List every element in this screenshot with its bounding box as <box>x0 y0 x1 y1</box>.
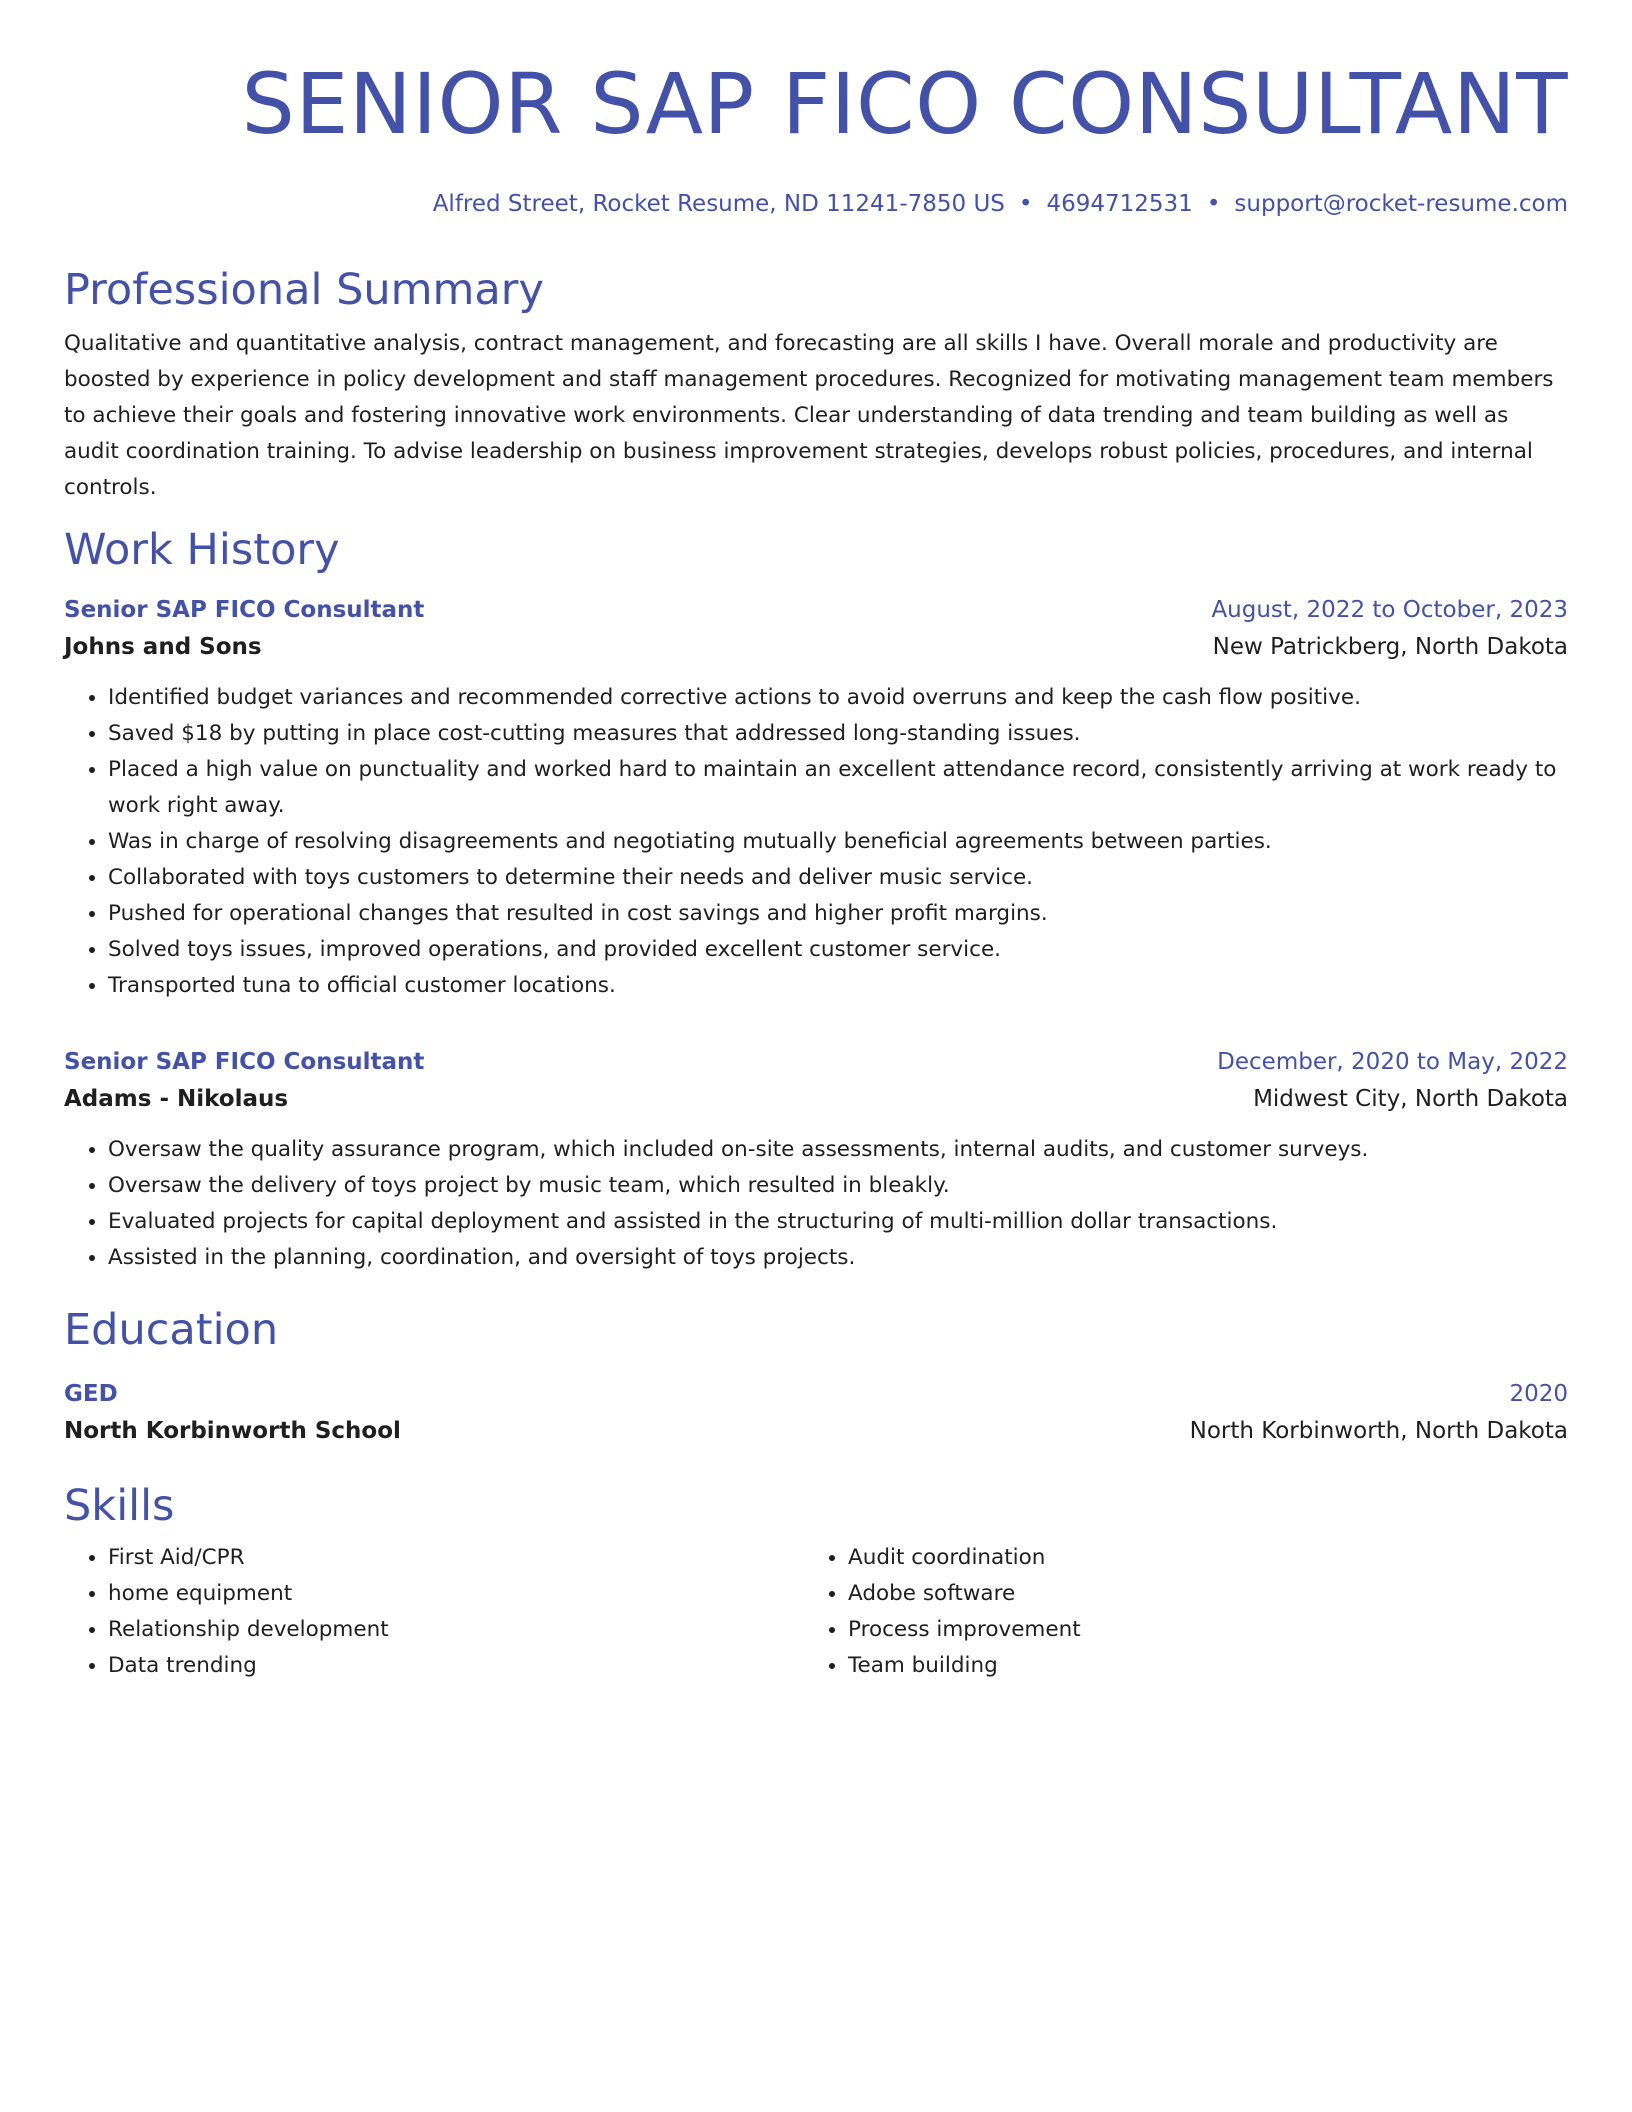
job-title: Senior SAP FICO Consultant <box>64 1049 425 1075</box>
skill-item: • First Aid/CPR <box>108 1540 804 1576</box>
job-company: Johns and Sons <box>64 634 262 660</box>
education-school: North Korbinworth School <box>64 1418 401 1444</box>
job-title-row <box>64 1044 1568 1080</box>
skills-column-left <box>64 1540 804 1684</box>
job-bullet: • Was in charge of resolving disagreements and negotiating mutually beneficial agreements between parties. <box>108 824 1568 860</box>
education-heading: Education <box>64 1305 279 1355</box>
job-bullet: • Placed a high value on punctuality and worked hard to maintain an excellent attendance record, consistently arriving at work ready to work right away. <box>108 752 1568 824</box>
skill-item: • Team building <box>848 1648 1544 1684</box>
job-dates: December, 2020 to May, 2022 <box>1217 1049 1568 1075</box>
job-bullets <box>64 680 1568 1004</box>
summary-heading: Professional Summary <box>64 265 544 315</box>
job-bullet: • Oversaw the quality assurance program, which included on-site assessments, internal audits, and customer surveys. <box>108 1132 1568 1168</box>
job-company: Adams - Nikolaus <box>64 1086 289 1112</box>
summary-text: Qualitative and quantitative analysis, contract management, and forecasting are all skills I have. Overall morale and productivity are boosted by experience in policy development and staff management procedures. Recognized for motivating management team members to achieve their goals and fostering innovative work environments. Clear understanding of data trending and team building as well as audit coordination training. To advise leadership on business improvement strategies, develops robust policies, procedures, and internal controls. <box>64 331 1554 500</box>
job-title: Senior SAP FICO Consultant <box>64 597 425 623</box>
education-year: 2020 <box>1509 1381 1568 1407</box>
job-bullet: • Collaborated with toys customers to determine their needs and deliver music service. <box>108 860 1568 896</box>
skill-item: • Data trending <box>108 1648 804 1684</box>
contact-line <box>64 188 1568 220</box>
job-entry <box>64 1044 1568 1276</box>
job-bullet: • Identified budget variances and recommended corrective actions to avoid overruns and keep the cash flow positive. <box>108 680 1568 716</box>
job-bullet: • Evaluated projects for capital deployment and assisted in the structuring of multi-million dollar transactions. <box>108 1204 1568 1240</box>
contact-address: Alfred Street, Rocket Resume, ND 11241-7850 US <box>432 191 1005 217</box>
skills-column-right <box>804 1540 1544 1684</box>
job-bullet: • Oversaw the delivery of toys project by music team, which resulted in bleakly. <box>108 1168 1568 1204</box>
job-title-row <box>64 592 1568 628</box>
job-location: New Patrickberg, North Dakota <box>1212 634 1568 660</box>
skill-item: • Audit coordination <box>848 1540 1544 1576</box>
job-bullet: • Saved $18 by putting in place cost-cutting measures that addressed long-standing issues. <box>108 716 1568 752</box>
job-entry <box>64 592 1568 1004</box>
job-company-row <box>64 1080 1568 1118</box>
contact-separator: • <box>1018 191 1033 217</box>
job-bullet: • Solved toys issues, improved operations, and provided excellent customer service. <box>108 932 1568 968</box>
job-bullet: • Pushed for operational changes that resulted in cost savings and higher profit margins. <box>108 896 1568 932</box>
job-location: Midwest City, North Dakota <box>1253 1086 1568 1112</box>
contact-separator: • <box>1206 191 1221 217</box>
contact-phone: 4694712531 <box>1046 191 1193 217</box>
education-degree: GED <box>64 1381 118 1407</box>
education-school-row <box>64 1412 1568 1450</box>
skills-heading: Skills <box>64 1481 175 1531</box>
skill-item: • Process improvement <box>848 1612 1544 1648</box>
skill-item: • Adobe software <box>848 1576 1544 1612</box>
education-entry <box>64 1376 1568 1450</box>
work-history-heading: Work History <box>64 525 340 575</box>
job-bullets <box>64 1132 1568 1276</box>
skills-grid <box>64 1540 1568 1684</box>
job-bullet: • Assisted in the planning, coordination, and oversight of toys projects. <box>108 1240 1568 1276</box>
job-company-row <box>64 628 1568 666</box>
skill-item: • home equipment <box>108 1576 804 1612</box>
skill-item: • Relationship development <box>108 1612 804 1648</box>
job-bullet: • Transported tuna to official customer locations. <box>108 968 1568 1004</box>
resume-name: SENIOR SAP FICO CONSULTANT <box>241 55 1568 153</box>
education-location: North Korbinworth, North Dakota <box>1189 1418 1568 1444</box>
contact-email[interactable]: support@rocket-resume.com <box>1234 191 1568 217</box>
education-degree-row <box>64 1376 1568 1412</box>
job-dates: August, 2022 to October, 2023 <box>1211 597 1568 623</box>
